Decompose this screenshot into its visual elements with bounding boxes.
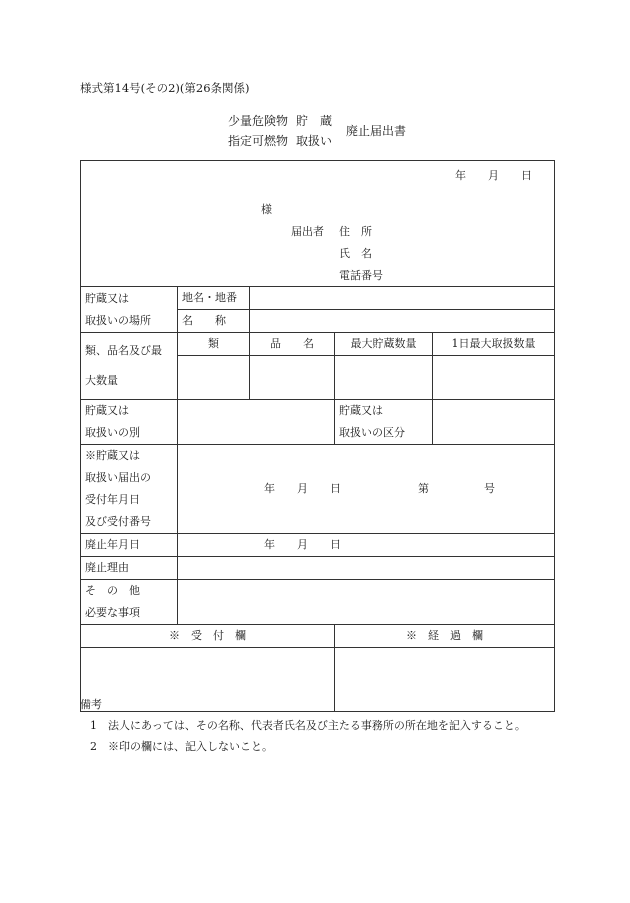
submission-date[interactable]: 年 月 日	[455, 169, 532, 182]
form-code: 様式第14号(その2)(第26条関係)	[80, 81, 250, 95]
receipt-label: ※貯蔵又は 取扱い届出の 受付年月日 及び受付番号	[81, 445, 178, 534]
storage-type-field[interactable]	[178, 400, 335, 445]
abolish-date-label: 廃止年月日	[81, 534, 178, 557]
lot-label: 地名・地番	[178, 287, 250, 310]
col-daily-max: 1日最大取扱数量	[433, 333, 555, 356]
location-label: 貯蔵又は 取扱いの場所	[81, 287, 178, 333]
facility-name-field[interactable]	[250, 310, 555, 333]
title-line2-b: 取扱い	[296, 134, 333, 148]
abolish-reason-label: 廃止理由	[81, 557, 178, 580]
title-main: 廃止届出書	[346, 124, 407, 138]
storage-division-label: 貯蔵又は 取扱いの区分	[335, 400, 433, 445]
remarks-title: 備考	[80, 698, 102, 711]
remarks-note-1: 1 法人にあっては、その名称、代表者氏名及び主たる事務所の所在地を記入すること。	[90, 719, 526, 732]
applicant-label: 届出者	[291, 225, 324, 238]
max-storage-field[interactable]	[335, 356, 433, 400]
name-label: 氏 名	[339, 247, 372, 260]
col-max-storage: 最大貯蔵数量	[335, 333, 433, 356]
abolish-date-value[interactable]: 年 月 日	[178, 534, 555, 557]
storage-type-label: 貯蔵又は 取扱いの別	[81, 400, 178, 445]
notification-form	[80, 160, 555, 712]
title-line1-a: 少量危険物	[228, 114, 289, 128]
remarks	[80, 694, 526, 757]
phone-label: 電話番号	[339, 269, 383, 282]
daily-max-field[interactable]	[433, 356, 555, 400]
form-header	[81, 161, 555, 287]
other-field[interactable]	[178, 580, 555, 625]
other-label: そ の 他 必要な事項	[81, 580, 178, 625]
kind-label: 類、品名及び最 大数量	[81, 333, 178, 400]
abolish-reason-field[interactable]	[178, 557, 555, 580]
item-field[interactable]	[250, 356, 335, 400]
facility-name-label: 名 称	[178, 310, 250, 333]
kind-field[interactable]	[178, 356, 250, 400]
title-line2-a: 指定可燃物	[228, 134, 289, 148]
lot-field[interactable]	[250, 287, 555, 310]
receipt-value[interactable]: 年 月 日 第 号	[178, 445, 555, 534]
addressee[interactable]: 様	[261, 203, 272, 216]
remarks-note-2: 2 ※印の欄には、記入しないこと。	[90, 740, 273, 753]
storage-division-field[interactable]	[433, 400, 555, 445]
col-item: 品 名	[250, 333, 335, 356]
progress-header: ※ 経 過 欄	[335, 625, 555, 648]
address-label: 住 所	[339, 225, 372, 238]
title-line1-b: 貯 蔵	[296, 114, 333, 128]
reception-header: ※ 受 付 欄	[81, 625, 335, 648]
col-kind: 類	[178, 333, 250, 356]
